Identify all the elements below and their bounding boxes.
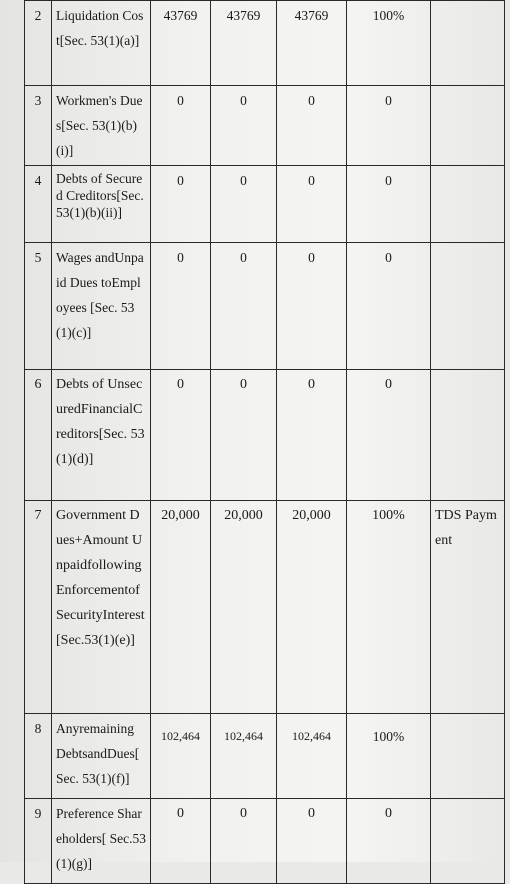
remarks-cell <box>431 370 505 501</box>
amount-claimed-cell: 0 <box>151 370 211 501</box>
particulars-cell: Anyremaining DebtsandDues[ Sec. 53(1)(f)] <box>52 714 151 799</box>
distribution-table <box>24 0 505 884</box>
serial-number-cell: 7 <box>25 501 52 714</box>
serial-number-cell: 8 <box>25 714 52 799</box>
percentage-cell: 0 <box>347 799 431 884</box>
particulars-cell: Workmen's Dues[Sec. 53(1)(b)(i)] <box>52 86 151 166</box>
amount-claimed-cell: 0 <box>151 166 211 243</box>
particulars-cell: Liquidation Cost[Sec. 53(1)(a)] <box>52 1 151 86</box>
serial-number-cell: 9 <box>25 799 52 884</box>
amount-admitted-cell: 0 <box>211 86 277 166</box>
percentage-cell: 100% <box>347 1 431 86</box>
remarks-cell: TDS Payment <box>431 501 505 714</box>
table-row <box>25 501 505 714</box>
amount-claimed-cell: 0 <box>151 243 211 370</box>
table-row <box>25 1 505 86</box>
amount-distributed-cell: 0 <box>277 86 347 166</box>
amount-distributed-cell: 0 <box>277 799 347 884</box>
remarks-cell <box>431 166 505 243</box>
serial-number-cell: 2 <box>25 1 52 86</box>
table-row <box>25 714 505 799</box>
percentage-cell: 0 <box>347 86 431 166</box>
amount-claimed-cell: 0 <box>151 86 211 166</box>
table-row <box>25 86 505 166</box>
amount-claimed-cell: 20,000 <box>151 501 211 714</box>
serial-number-cell: 6 <box>25 370 52 501</box>
table-row <box>25 370 505 501</box>
amount-distributed-cell: 102,464 <box>277 714 347 799</box>
percentage-cell: 100% <box>347 501 431 714</box>
table-row <box>25 166 505 243</box>
particulars-cell: Debts of Secured Creditors[Sec. 53(1)(b)(ii)] <box>52 166 151 243</box>
remarks-cell <box>431 86 505 166</box>
percentage-cell: 100% <box>347 714 431 799</box>
amount-distributed-cell: 0 <box>277 370 347 501</box>
table-row <box>25 799 505 884</box>
amount-claimed-cell: 102,464 <box>151 714 211 799</box>
remarks-cell <box>431 714 505 799</box>
amount-admitted-cell: 0 <box>211 799 277 884</box>
particulars-cell: Government Dues+Amount UnpaidfollowingEnforcementofSecurityInterest [Sec.53(1)(e)] <box>52 501 151 714</box>
serial-number-cell: 4 <box>25 166 52 243</box>
amount-distributed-cell: 20,000 <box>277 501 347 714</box>
amount-admitted-cell: 102,464 <box>211 714 277 799</box>
serial-number-cell: 3 <box>25 86 52 166</box>
percentage-cell: 0 <box>347 243 431 370</box>
amount-admitted-cell: 43769 <box>211 1 277 86</box>
serial-number-cell: 5 <box>25 243 52 370</box>
amount-admitted-cell: 0 <box>211 370 277 501</box>
table-row <box>25 243 505 370</box>
remarks-cell <box>431 799 505 884</box>
remarks-cell <box>431 1 505 86</box>
amount-claimed-cell: 0 <box>151 799 211 884</box>
amount-admitted-cell: 0 <box>211 166 277 243</box>
percentage-cell: 0 <box>347 166 431 243</box>
remarks-cell <box>431 243 505 370</box>
amount-claimed-cell: 43769 <box>151 1 211 86</box>
amount-admitted-cell: 0 <box>211 243 277 370</box>
particulars-cell: Preference Shareholders[ Sec.53(1)(g)] <box>52 799 151 884</box>
amount-distributed-cell: 43769 <box>277 1 347 86</box>
amount-distributed-cell: 0 <box>277 166 347 243</box>
particulars-cell: Debts of UnsecuredFinancialCreditors[Sec. 53(1)(d)] <box>52 370 151 501</box>
percentage-cell: 0 <box>347 370 431 501</box>
particulars-cell: Wages andUnpaid Dues toEmployees [Sec. 53(1)(c)] <box>52 243 151 370</box>
amount-admitted-cell: 20,000 <box>211 501 277 714</box>
amount-distributed-cell: 0 <box>277 243 347 370</box>
